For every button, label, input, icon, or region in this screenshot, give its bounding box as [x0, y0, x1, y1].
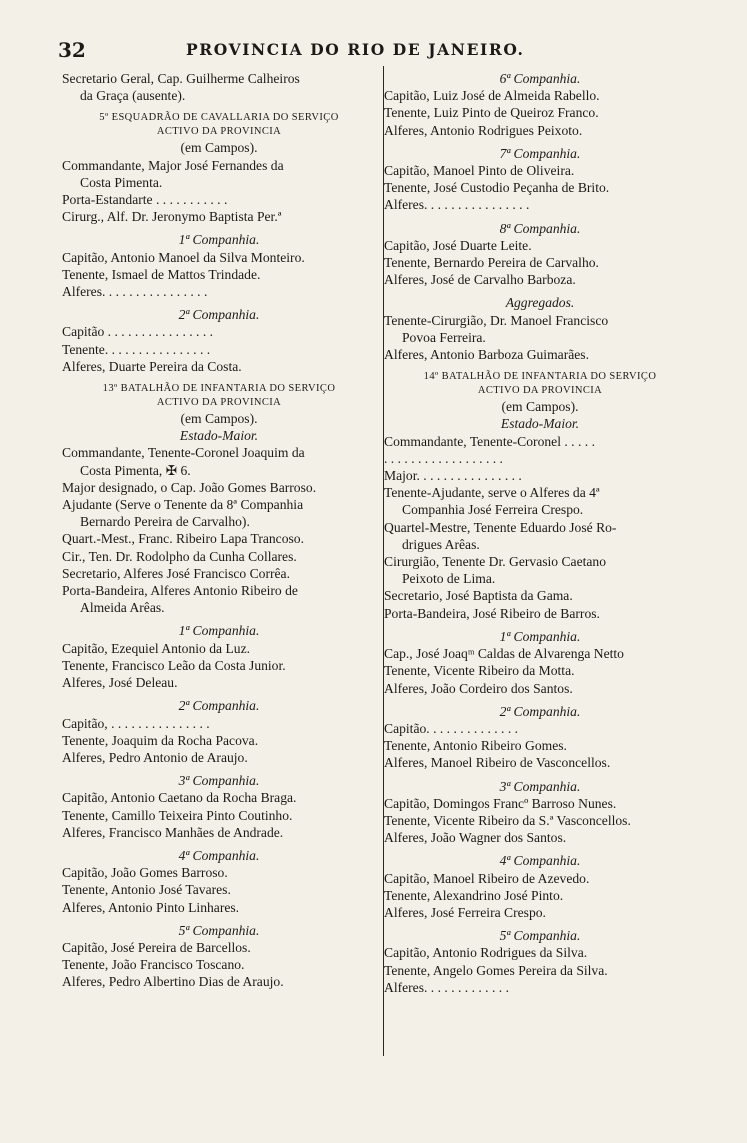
company-heading: 1ª Companhia. — [178, 623, 260, 639]
text-line: Secretario, José Baptista da Gama. — [384, 588, 573, 604]
text-line: Tenente-Cirurgião, Dr. Manoel Francisco — [384, 312, 609, 328]
company-heading: 3ª Companhia. — [178, 773, 260, 789]
text-line: Tenente, Angelo Gomes Pereira da Silva. — [384, 962, 608, 978]
text-line: Capitão . . . . . . . . . . . . . . . . — [62, 324, 214, 340]
subsection-heading: Estado-Maior. — [500, 416, 580, 432]
company-heading: 4ª Companhia. — [499, 853, 581, 869]
text-line: Tenente, Antonio Ribeiro Gomes. — [384, 738, 567, 754]
text-line: Porta-Bandeira, Alferes Antonio Ribeiro de — [62, 583, 298, 599]
text-line: Tenente-Ajudante, serve o Alferes da 4ª — [384, 485, 600, 501]
subsection-heading: Aggregados. — [505, 295, 575, 311]
text-line: Alferes, João Cordeiro dos Santos. — [384, 680, 573, 696]
company-heading: 4ª Companhia. — [178, 847, 260, 863]
text-line: Peixoto de Lima. — [402, 571, 496, 587]
section-heading: 5º ESQUADRÃO DE CAVALLARIA DO SERVIÇO — [99, 112, 339, 124]
text-line: Alferes. . . . . . . . . . . . . — [384, 979, 509, 995]
text-line: Tenente, Bernardo Pereira de Carvalho. — [384, 255, 599, 271]
text-line: Porta-Estandarte . . . . . . . . . . . — [62, 192, 228, 208]
location-note: (em Campos). — [180, 411, 258, 427]
text-line: Capitão, João Gomes Barroso. — [62, 865, 228, 881]
text-line: Tenente, Vicente Ribeiro da Motta. — [384, 663, 575, 679]
text-line: Almeida Arêas. — [80, 600, 165, 616]
text-line: Tenente, Camillo Teixeira Pinto Coutinho. — [62, 807, 293, 823]
text-line: Cap., José Joaqᵐ Caldas de Alvarenga Netto — [384, 646, 624, 662]
text-line: Alferes, Antonio Barboza Guimarães. — [384, 347, 589, 363]
text-line: Commandante, Major José Fernandes da — [62, 157, 284, 173]
text-line: Tenente, João Francisco Toscano. — [62, 957, 245, 973]
text-line: Povoa Ferreira. — [402, 329, 486, 345]
text-line: Quartel-Mestre, Tenente Eduardo José Ro- — [384, 519, 617, 535]
company-heading: 7ª Companhia. — [499, 145, 581, 161]
location-note: (em Campos). — [180, 140, 258, 156]
text-line: Cirurgião, Tenente Dr. Gervasio Caetano — [384, 554, 607, 570]
text-line: Costa Pimenta, ✠ 6. — [80, 462, 191, 478]
text-line: Tenente, José Custodio Peçanha de Brito. — [384, 180, 610, 196]
text-line: Major. . . . . . . . . . . . . . . . — [384, 468, 522, 484]
text-line: Tenente, Francisco Leão da Costa Junior. — [62, 657, 286, 673]
company-heading: 3ª Companhia. — [499, 778, 581, 794]
text-line: Alferes. . . . . . . . . . . . . . . . — [384, 197, 530, 213]
text-line: Alferes, José de Carvalho Barboza. — [384, 272, 576, 288]
text-line: Ajudante (Serve o Tenente da 8ª Companhia — [62, 497, 304, 513]
text-line: drigues Arêas. — [402, 536, 480, 552]
company-heading: 2ª Companhia. — [178, 307, 260, 323]
text-line: Capitão. . . . . . . . . . . . . . — [384, 720, 519, 736]
company-heading: 5ª Companhia. — [499, 928, 581, 944]
text-line: Tenente, Joaquim da Rocha Pacova. — [62, 732, 259, 748]
location-note: (em Campos). — [501, 399, 579, 415]
text-line: Alferes, José Deleau. — [62, 675, 178, 691]
text-line: Tenente, Alexandrino José Pinto. — [384, 887, 564, 903]
text-line: Tenente, Vicente Ribeiro da S.ª Vasconcellos. — [384, 812, 631, 828]
subsection-heading: Estado-Maior. — [179, 428, 259, 444]
text-line: Tenente, Luiz Pinto de Queiroz Franco. — [384, 105, 599, 121]
section-heading: ACTIVO DA PROVINCIA — [156, 126, 282, 138]
section-heading: 13º BATALHÃO DE INFANTARIA DO SERVIÇO — [102, 383, 336, 395]
left-column — [62, 70, 376, 991]
text-line: Commandante, Tenente-Coronel . . . . . — [384, 433, 595, 449]
text-line: Alferes, José Ferreira Crespo. — [384, 904, 546, 920]
text-line: Capitão, Domingos Francº Barroso Nunes. — [384, 795, 617, 811]
text-line: Capitão, Antonio Caetano da Rocha Braga. — [62, 790, 297, 806]
section-heading: 14º BATALHÃO DE INFANTARIA DO SERVIÇO — [423, 371, 657, 383]
text-line: Alferes, Antonio Pinto Linhares. — [62, 899, 240, 915]
text-line: Alferes, Antonio Rodrigues Peixoto. — [384, 122, 583, 138]
text-line: Cir., Ten. Dr. Rodolpho da Cunha Collares. — [62, 548, 297, 564]
text-line: Bernardo Pereira de Carvalho). — [80, 514, 250, 530]
page-header — [58, 38, 698, 68]
text-line: Companhia José Ferreira Crespo. — [402, 502, 584, 518]
text-line: Tenente. . . . . . . . . . . . . . . . — [62, 341, 211, 357]
text-line: Capitão, Manoel Ribeiro de Azevedo. — [384, 870, 590, 886]
company-heading: 6ª Companhia. — [499, 71, 581, 86]
text-line: Capitão, Manoel Pinto de Oliveira. — [384, 163, 575, 179]
text-line: Alferes, Francisco Manhães de Andrade. — [62, 824, 284, 840]
text-line: da Graça (ausente). — [80, 88, 186, 104]
text-line: Secretario Geral, Cap. Guilherme Calheiros — [62, 71, 300, 86]
page-number: 32 — [58, 38, 86, 62]
text-line: Capitão, Antonio Rodrigues da Silva. — [384, 945, 588, 961]
text-line: Alferes, Manoel Ribeiro de Vasconcellos. — [384, 755, 611, 771]
text-line: Tenente, Ismael de Mattos Trindade. — [62, 266, 261, 282]
company-heading: 8ª Companhia. — [499, 220, 581, 236]
text-line: . . . . . . . . . . . . . . . . . . — [384, 450, 503, 466]
text-line: Capitão, . . . . . . . . . . . . . . . — [62, 715, 210, 731]
company-heading: 2ª Companhia. — [178, 698, 260, 714]
running-title: PROVINCIA DO RIO DE JANEIRO. — [186, 40, 525, 59]
text-line: Alferes, João Wagner dos Santos. — [384, 830, 567, 846]
text-line: Porta-Bandeira, José Ribeiro de Barros. — [384, 605, 600, 621]
text-line: Major designado, o Cap. João Gomes Barroso. — [62, 479, 317, 495]
text-line: Quart.-Mest., Franc. Ribeiro Lapa Trancoso. — [62, 531, 304, 547]
text-line: Secretario, Alferes José Francisco Corrêa. — [62, 565, 290, 581]
company-heading: 2ª Companhia. — [499, 703, 581, 719]
text-line: Tenente, Antonio José Tavares. — [62, 882, 231, 898]
text-line: Capitão, Antonio Manoel da Silva Monteiro. — [62, 249, 305, 265]
text-line: Alferes, Duarte Pereira da Costa. — [62, 358, 242, 374]
text-line: Costa Pimenta. — [80, 174, 163, 190]
text-line: Capitão, José Duarte Leite. — [384, 237, 532, 253]
text-line: Alferes, Pedro Albertino Dias de Araujo. — [62, 974, 284, 990]
text-line: Cirurg., Alf. Dr. Jeronymo Baptista Per.ª — [62, 209, 282, 225]
text-line: Capitão, Luiz José de Almeida Rabello. — [384, 88, 600, 104]
text-line: Capitão, José Pereira de Barcellos. — [62, 939, 251, 955]
text-line: Alferes. . . . . . . . . . . . . . . . — [62, 284, 208, 300]
company-heading: 1ª Companhia. — [499, 628, 581, 644]
text-line: Commandante, Tenente-Coronel Joaquim da — [62, 445, 305, 461]
right-column — [384, 70, 696, 996]
company-heading: 1ª Companhia. — [178, 232, 260, 248]
section-heading: ACTIVO DA PROVINCIA — [477, 385, 603, 397]
section-heading: ACTIVO DA PROVINCIA — [156, 397, 282, 409]
text-line: Alferes, Pedro Antonio de Araujo. — [62, 749, 248, 765]
company-heading: 5ª Companhia. — [178, 922, 260, 938]
text-line: Capitão, Ezequiel Antonio da Luz. — [62, 640, 250, 656]
